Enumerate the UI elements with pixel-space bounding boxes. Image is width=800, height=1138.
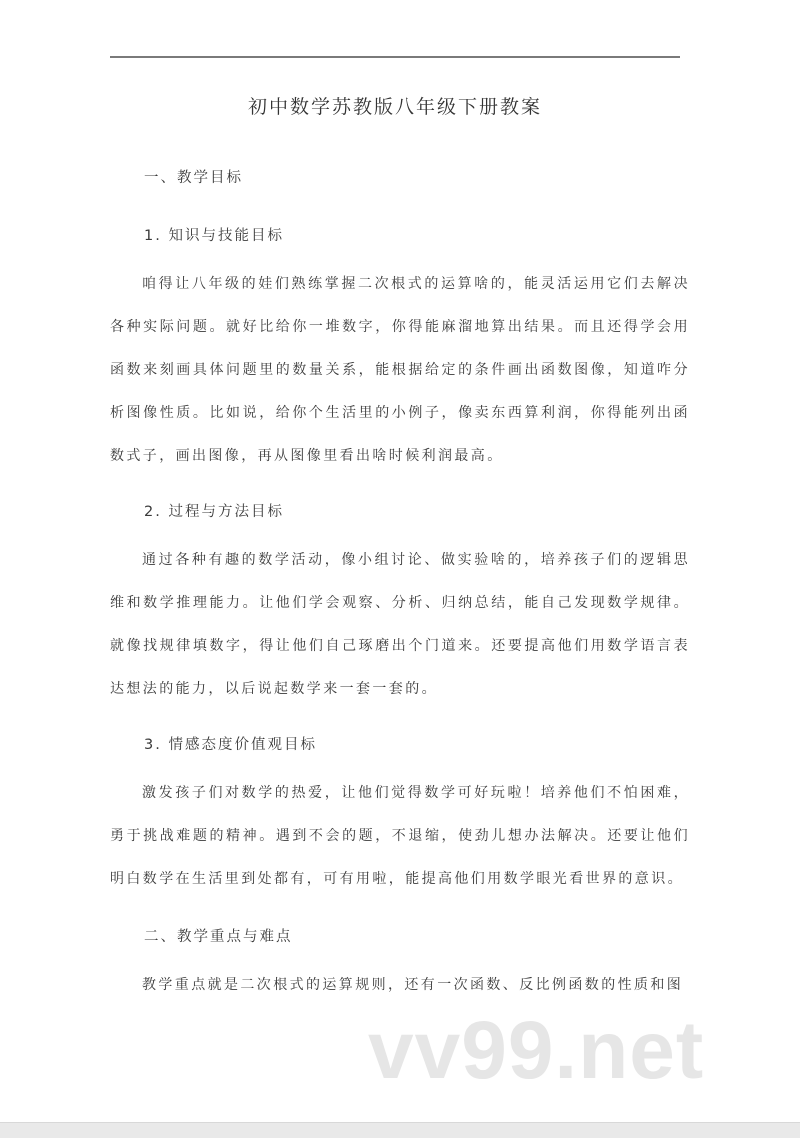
section-heading-key-points: 二、教学重点与难点 bbox=[144, 929, 293, 945]
paragraph-process: 通过各种有趣的数学活动，像小组讨论、做实验啥的，培养孩子们的逻辑思维和数学推理能力。让他们学会观察、分析、归纳总结，能自己发现数学规律。就像找规律填数字，得让他们自己琢磨出个门道来。还要提高他们用数学语言表达想法的能力，以后说起数学来一套一套的。 bbox=[110, 552, 690, 697]
page-bottom-bar bbox=[0, 1122, 800, 1138]
document-title: 初中数学苏教版八年级下册教案 bbox=[247, 96, 542, 118]
watermark: vv99.net bbox=[368, 1005, 705, 1096]
paragraph-key-points: 教学重点就是二次根式的运算规则，还有一次函数、反比例函数的性质和图 bbox=[142, 977, 684, 993]
paragraph-values: 激发孩子们对数学的热爱，让他们觉得数学可好玩啦！培养他们不怕困难，勇于挑战难题的精神。遇到不会的题，不退缩，使劲儿想办法解决。还要让他们明白数学在生活里到处都有，可有用啦，能提高他们用数学眼光看世界的意识。 bbox=[110, 785, 690, 887]
header-rule bbox=[110, 56, 680, 58]
paragraph-knowledge: 咱得让八年级的娃们熟练掌握二次根式的运算啥的，能灵活运用它们去解决各种实际问题。就好比给你一堆数字，你得能麻溜地算出结果。而且还得学会用函数来刻画具体问题里的数量关系，能根据给定的条件画出函数图像，知道咋分析图像性质。比如说，给你个生活里的小例子，像卖东西算利润，你得能列出函数式子，画出图像，再从图像里看出啥时候利润最高。 bbox=[110, 276, 690, 464]
section-heading-knowledge: 1. 知识与技能目标 bbox=[144, 228, 284, 244]
section-heading-process: 2. 过程与方法目标 bbox=[144, 504, 284, 520]
section-heading-objectives: 一、教学目标 bbox=[144, 170, 243, 186]
section-heading-values: 3. 情感态度价值观目标 bbox=[144, 737, 317, 753]
